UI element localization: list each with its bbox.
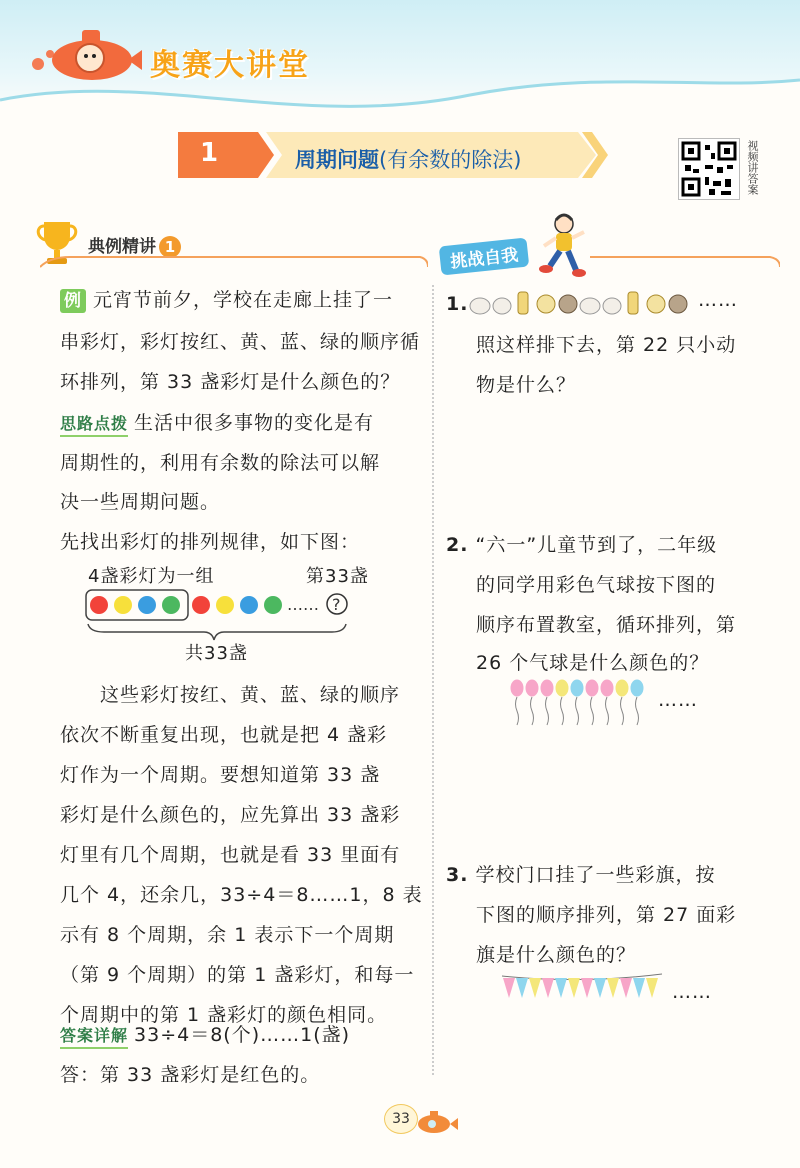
explain-line-1: 这些彩灯按红、黄、蓝、绿的顺序 [100, 684, 401, 706]
q2-dots: …… [658, 689, 698, 711]
flag-sequence [500, 970, 665, 1006]
figure-target-label: 第33盏 [306, 566, 369, 587]
balloon [616, 680, 629, 697]
flag [555, 978, 567, 998]
q2-line-1: 2. “六一”儿童节到了，二年级 [446, 534, 718, 556]
animal-sequence-icon [466, 284, 696, 320]
hint-tag: 思路点拨 [60, 413, 128, 437]
lantern-dot [162, 596, 180, 614]
explain-line-7: 示有 8 个周期，余 1 表示下一个周期 [60, 924, 395, 946]
balloon-string [606, 697, 609, 725]
page-number: 33 [384, 1104, 418, 1134]
hint-line-1: 思路点拨 生活中很多事物的变化是有 [60, 403, 374, 443]
lantern-dot [90, 596, 108, 614]
balloon-string [636, 697, 639, 725]
example-line-2: 串彩灯，彩灯按红、黄、蓝、绿的顺序循 [60, 331, 421, 353]
explain-line-9: 个周期中的第 1 盏彩灯的颜色相同。 [60, 1004, 388, 1026]
q2-line-2: 的同学用彩色气球按下图的 [476, 574, 717, 596]
balloon [631, 680, 644, 697]
qr-code-icon[interactable] [678, 138, 740, 200]
example-line-1: 例 元宵节前夕，学校在走廊上挂了一 [60, 280, 393, 320]
balloon [556, 680, 569, 697]
lantern-dot [216, 596, 234, 614]
explain-line-5: 灯里有几个周期，也就是看 33 里面有 [60, 844, 401, 866]
answer-tag: 答案详解 [60, 1025, 128, 1049]
q3-dots: …… [672, 981, 712, 1003]
lantern-dot [264, 596, 282, 614]
example-tag: 例 [60, 289, 86, 313]
flag [607, 978, 619, 998]
q1-line-2: 物是什么？ [476, 374, 577, 396]
balloon-string [531, 697, 534, 725]
flag [529, 978, 541, 998]
explain-line-6: 几个 4，还余几，33÷4＝8……1，8 表 [60, 884, 423, 906]
lesson-number: 1 [200, 138, 219, 168]
section-badge: 1 [159, 236, 181, 258]
lantern-dot [240, 596, 258, 614]
explain-line-8: （第 9 个周期）的第 1 盏彩灯，和每一 [60, 964, 415, 986]
column-divider [432, 285, 436, 1075]
small-submarine-icon [412, 1108, 458, 1136]
flag [633, 978, 645, 998]
flag [594, 978, 606, 998]
figure-total-label: 共33盏 [185, 643, 248, 664]
balloon [586, 680, 599, 697]
lantern-dot [138, 596, 156, 614]
balloon-string [621, 697, 624, 725]
q1-dots: …… [698, 289, 738, 311]
flag [568, 978, 580, 998]
q3-line-2: 下图的顺序排列，第 27 面彩 [476, 904, 737, 926]
find-line: 先找出彩灯的排列规律，如下图： [60, 531, 361, 553]
balloon [526, 680, 539, 697]
figure-group-label: 4盏彩灯为一组 [88, 566, 215, 587]
q1-number: 1. [446, 293, 469, 315]
balloon [541, 680, 554, 697]
brand-title: 奥赛大讲堂 [150, 48, 310, 83]
flag [581, 978, 593, 998]
section-title-challenge: 挑战自我 [439, 237, 530, 275]
answer-calc-line: 答案详解 33÷4＝8(个)……1(盏) [60, 1015, 350, 1055]
q3-line-3: 旗是什么颜色的？ [476, 944, 637, 966]
q2-line-3: 顺序布置教室，循环排列，第 [476, 614, 737, 636]
section-underline-right [430, 255, 780, 269]
lantern-dot [114, 596, 132, 614]
submarine-mascot-icon [30, 22, 148, 84]
answer-line: 答：第 33 盏彩灯是红色的。 [60, 1064, 321, 1086]
section-underline [40, 255, 428, 269]
figure-question: ? [332, 595, 341, 614]
explain-line-2: 依次不断重复出现，也就是把 4 盏彩 [60, 724, 388, 746]
lantern-dot [192, 596, 210, 614]
balloon-string [576, 697, 579, 725]
balloon [511, 680, 524, 697]
lesson-title: 周期问题(有余数的除法) [295, 148, 522, 172]
lesson-subtitle: (有余数的除法) [379, 148, 522, 172]
flag [503, 978, 515, 998]
balloon-string [591, 697, 594, 725]
balloon [601, 680, 614, 697]
explain-line-4: 彩灯是什么颜色的，应先算出 33 盏彩 [60, 804, 401, 826]
section-title-examples: 典例精讲 1 [88, 232, 181, 258]
figure-dots: …… [287, 595, 319, 614]
balloon-string [561, 697, 564, 725]
flag [620, 978, 632, 998]
balloon [571, 680, 584, 697]
explain-line-3: 灯作为一个周期。要想知道第 33 盏 [60, 764, 381, 786]
flag [542, 978, 554, 998]
flag [516, 978, 528, 998]
flag [646, 978, 658, 998]
balloon-string [516, 697, 519, 725]
example-line-3: 环排列，第 33 盏彩灯是什么颜色的？ [60, 371, 401, 393]
balloon-sequence [508, 678, 658, 728]
hint-line-2: 周期性的，利用有余数的除法可以解 [60, 452, 381, 474]
balloon-string [546, 697, 549, 725]
q1-line-1: 照这样排下去，第 22 只小动 [476, 334, 737, 356]
q2-line-4: 26 个气球是什么颜色的？ [476, 652, 710, 674]
q3-line-1: 3. 学校门口挂了一些彩旗，按 [446, 864, 716, 886]
qr-label: 视频讲答案 [746, 140, 759, 195]
hint-line-3: 决一些周期问题。 [60, 491, 221, 513]
